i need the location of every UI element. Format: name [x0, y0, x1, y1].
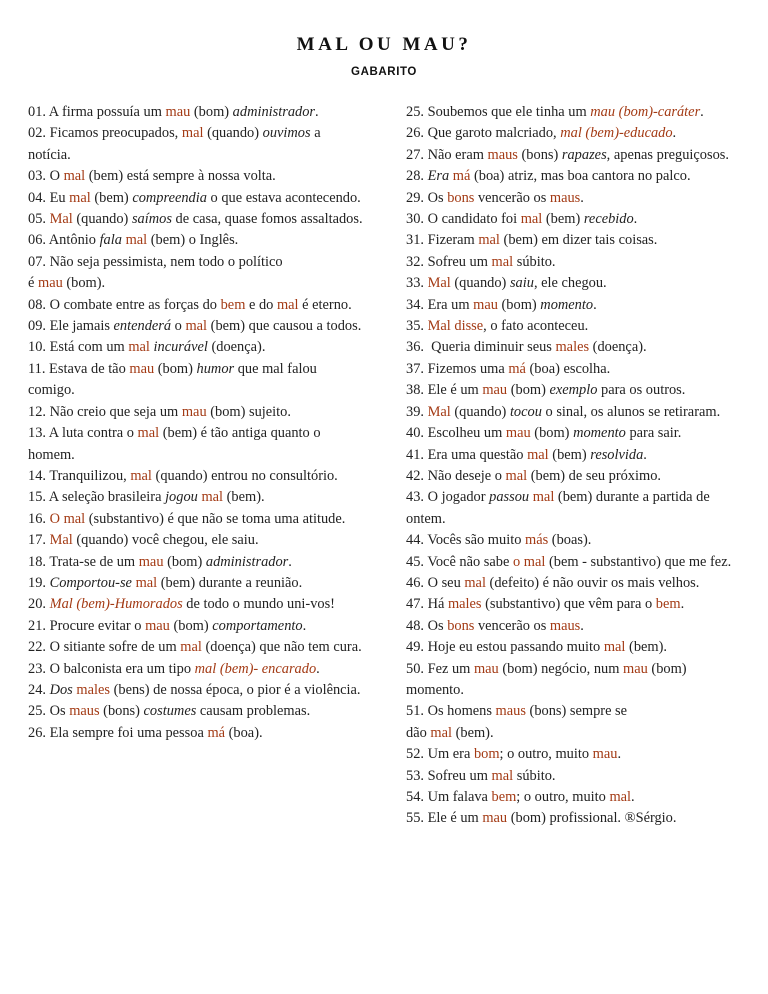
answer-highlight: Mal: [49, 211, 73, 228]
answer-highlight: mal: [491, 767, 514, 784]
answer-text: .: [631, 789, 635, 805]
answer-item: [406, 659, 746, 702]
answer-highlight: má: [452, 168, 471, 185]
answer-highlight: mau: [138, 553, 164, 570]
answer-text: 08. O combate entre as forças do: [28, 296, 221, 313]
answer-highlight: mal: [505, 467, 528, 484]
answer-text: 11. Estava de tão: [28, 360, 130, 377]
answer-text: súbito.: [513, 767, 556, 784]
answer-text: .: [633, 211, 638, 228]
answer-text: 17.: [28, 532, 50, 549]
answer-item: [406, 487, 746, 530]
answer-text: 21. Procure evitar o: [28, 617, 146, 634]
answer-text: (bem): [542, 211, 584, 228]
answer-text: (quando): [450, 403, 510, 420]
answer-item: [28, 359, 366, 402]
answer-item: [406, 166, 746, 187]
answer-highlight: males: [555, 339, 590, 356]
answer-text: 41. Era uma questão: [406, 446, 528, 463]
answer-item: [28, 552, 366, 573]
answer-highlight: mal: [128, 339, 150, 356]
answer-item: [28, 594, 366, 615]
page-title: MAL OU MAU?: [296, 34, 472, 55]
answer-text: 50. Fez um: [406, 660, 474, 677]
answer-text: (quando): [203, 125, 263, 142]
answer-item: [406, 316, 746, 337]
answer-item: [28, 252, 366, 295]
answer-highlight: Mal: [427, 403, 451, 420]
answer-text: 30. O candidato foi: [406, 211, 521, 228]
answer-highlight: O mal: [49, 510, 86, 527]
answer-item: [28, 166, 366, 187]
answer-highlight: mau: [505, 425, 531, 442]
answer-item: [28, 509, 366, 530]
answer-text: (bons): [517, 146, 562, 163]
answer-text: comportamento: [212, 617, 303, 634]
answer-text: (bem) que causou a todos.: [207, 318, 362, 335]
answer-text: 49. Hoje eu estou passando muito: [406, 639, 604, 656]
answer-text: (bom): [497, 296, 541, 313]
answer-text: 31. Fizeram: [406, 232, 479, 249]
answer-text: para sair.: [625, 425, 682, 442]
answer-highlight: mau: [165, 104, 191, 120]
answer-item: [28, 316, 366, 337]
answer-text: (bem): [90, 189, 133, 206]
answer-text: 40. Escolheu um: [406, 425, 506, 442]
answer-text: (substantivo) é que não se toma uma atitude.: [85, 510, 346, 527]
answer-text: exemplo: [549, 382, 598, 399]
answer-text: o sinal, os alunos se retiraram.: [541, 403, 721, 420]
answer-highlight: mal: [130, 467, 152, 484]
answer-item: [28, 637, 366, 658]
answer-text: (bons): [99, 703, 144, 720]
answer-text: (bem) durante a partida de ontem.: [406, 489, 714, 527]
answer-text: (doença) que não tem cura.: [201, 639, 362, 656]
answer-highlight: bem: [491, 789, 517, 805]
answer-highlight: mal: [603, 639, 626, 656]
answer-highlight: mal: [276, 296, 299, 313]
answer-highlight: mau: [181, 403, 207, 420]
answer-text: (bem - substantivo) que me fez.: [545, 553, 732, 570]
answer-text: Dos: [49, 681, 73, 698]
answer-item: [406, 380, 746, 401]
answer-item: [28, 701, 366, 722]
answer-text: momento: [573, 425, 626, 442]
answer-highlight: males: [447, 596, 482, 613]
answer-text: tocou: [509, 403, 542, 420]
answer-text: 02. Ficamos preocupados,: [28, 125, 182, 142]
right-column: [406, 102, 746, 830]
answer-item: [406, 273, 746, 294]
answer-text: , ele chegou.: [533, 275, 607, 292]
answer-text: 18. Trata-se de um: [28, 553, 139, 570]
answer-text: (doença).: [207, 339, 266, 356]
answer-item: [28, 102, 366, 123]
answer-highlight: mal: [520, 211, 543, 228]
answer-text: de casa, quase fomos assaltados.: [171, 211, 363, 228]
answer-text: 23. O balconista era um tipo: [28, 660, 195, 677]
answer-text: 19.: [28, 574, 50, 591]
answer-text: (bem) de seu próximo.: [527, 467, 661, 484]
answer-text: 37. Fizemos uma: [406, 360, 509, 377]
answer-text: 36. Queria diminuir seus: [406, 339, 556, 356]
answer-text: passou: [489, 489, 530, 506]
answer-text: (bem): [548, 446, 591, 463]
answer-text: entenderá: [113, 318, 172, 335]
answer-text: 47. Há: [406, 596, 448, 613]
answer-text: Comportou-se: [49, 574, 132, 591]
answer-text: 09. Ele jamais: [28, 318, 114, 335]
answer-text: 16.: [28, 510, 50, 527]
answer-text: 22. O sitiante sofre de um: [28, 639, 181, 656]
answer-item: [406, 573, 746, 594]
answer-text: (quando): [450, 275, 510, 292]
answer-item: [406, 637, 746, 658]
answer-item: [406, 445, 746, 466]
answer-text: costumes: [143, 703, 197, 720]
answer-highlight: mal: [135, 574, 158, 591]
answer-highlight: males: [76, 681, 110, 698]
answer-item: [28, 123, 366, 166]
answer-text: para os outros.: [597, 382, 686, 399]
answer-highlight: má: [207, 724, 226, 741]
answer-text: 05.: [28, 211, 50, 228]
answer-text: saiu: [509, 275, 534, 292]
answer-text: , apenas preguiçosos.: [606, 146, 729, 163]
answer-text: (bens) de nossa época, o pior é a violência.: [109, 681, 361, 698]
answer-text: saímos: [131, 211, 172, 228]
answer-text: .: [617, 746, 622, 763]
answer-text: ; o outro, muito: [499, 746, 593, 763]
answer-text: (quando) você chegou, ele saiu.: [72, 532, 259, 549]
answer-item: [28, 723, 366, 744]
answer-item: [28, 402, 366, 423]
answer-highlight: bem: [655, 596, 681, 613]
answer-highlight: bons: [447, 617, 475, 634]
answer-text: 03. O: [28, 168, 64, 185]
answer-text: (bem) é tão antiga quanto o homem.: [28, 425, 325, 463]
answer-text: que mal falou comigo.: [28, 360, 321, 399]
answer-item: [28, 188, 366, 209]
answer-highlight: mal: [180, 639, 202, 656]
answer-item: [406, 188, 746, 209]
answer-item: [28, 680, 366, 701]
answer-item: [406, 209, 746, 230]
answer-text: 51. Os homens: [406, 703, 496, 720]
answer-text: (boa) escolha.: [525, 360, 611, 377]
answer-item: [406, 123, 746, 144]
answer-item: [28, 209, 366, 230]
answer-text: jogou: [165, 489, 198, 506]
answer-highlight: mal: [125, 232, 148, 249]
answer-text: (bom) momento.: [406, 660, 691, 698]
answer-text: (substantivo) que vêm para o: [481, 596, 656, 613]
answer-item: [406, 337, 746, 358]
answer-item: [406, 145, 746, 166]
answer-highlight: bom: [473, 746, 500, 763]
answer-item: [28, 659, 366, 680]
answer-item: [406, 744, 746, 765]
answer-text: incurável: [153, 339, 208, 356]
answer-item: [406, 402, 746, 423]
answer-highlight: mal: [69, 189, 91, 206]
answer-text: 24.: [28, 681, 50, 698]
answer-text: (boas).: [548, 532, 592, 549]
answer-highlight: mal: [527, 446, 549, 463]
answer-highlight: mal (bem)-educado: [560, 125, 673, 142]
answer-text: fala: [99, 232, 122, 249]
answer-text: 25. Soubemos que ele tinha um: [406, 104, 591, 120]
answer-item: [406, 230, 746, 251]
answer-text: (bom) profissional. ®Sérgio.: [507, 810, 677, 827]
answer-text: 48. Os: [406, 617, 448, 634]
answer-highlight: Mal: [49, 532, 73, 549]
answer-text: , o fato aconteceu.: [483, 318, 589, 335]
answer-item: [406, 766, 746, 787]
answer-highlight: mal: [201, 489, 224, 506]
answer-text: rapazes: [561, 146, 607, 163]
answer-text: .: [593, 296, 597, 313]
answer-text: (bem).: [625, 639, 667, 656]
answer-text: .: [700, 104, 704, 120]
answer-text: (bom): [507, 382, 550, 399]
answer-text: de todo o mundo uni-vos!: [182, 596, 335, 613]
answer-text: resolvida: [590, 446, 644, 463]
answer-item: [406, 701, 746, 744]
answer-text: (quando) entrou no consultório.: [151, 467, 338, 484]
answer-text: 46. O seu: [406, 574, 465, 591]
answer-highlight: mau: [473, 660, 499, 677]
answer-item: [406, 530, 746, 551]
answer-text: 55. Ele é um: [406, 810, 483, 827]
answer-item: [406, 594, 746, 615]
answer-highlight: mal: [464, 574, 486, 591]
answer-text: 13. A luta contra o: [28, 425, 138, 442]
answer-text: o: [171, 318, 186, 335]
answer-text: (bem) está sempre à nossa volta.: [85, 168, 276, 185]
answer-item: [28, 230, 366, 251]
answer-item: [28, 423, 366, 466]
answer-text: (boa).: [225, 724, 263, 741]
answer-text: 35.: [406, 318, 428, 335]
answer-text: ; o outro, muito: [516, 789, 610, 805]
answer-text: (bem) durante a reunião.: [157, 574, 303, 591]
answer-highlight: má: [508, 360, 526, 377]
answer-text: 01. A firma possuía um: [28, 104, 166, 120]
answer-highlight: maus: [495, 703, 526, 720]
answer-item: [28, 295, 366, 316]
answer-item: [28, 573, 366, 594]
answer-item: [406, 466, 746, 487]
answer-text: 14. Tranquilizou,: [28, 467, 131, 484]
answer-highlight: Mal (bem)-Humorados: [49, 596, 183, 613]
answer-item: [28, 530, 366, 551]
answer-item: [406, 295, 746, 316]
answer-highlight: mal (bem)- encarado: [194, 660, 317, 677]
answer-text: 33.: [406, 275, 428, 292]
answer-text: 25. Os: [28, 703, 70, 720]
answer-text: 43. O jogador: [406, 489, 490, 506]
answer-text: é eterno.: [298, 296, 352, 313]
answer-text: (bom) negócio, num: [498, 660, 624, 677]
answer-text: (bom): [163, 553, 206, 570]
answer-item: [406, 252, 746, 273]
answer-text: administrador: [205, 553, 289, 570]
answer-highlight: mal: [491, 253, 514, 270]
answer-highlight: maus: [549, 189, 581, 206]
answer-highlight: bem: [220, 296, 246, 313]
answer-text: Era: [427, 168, 450, 185]
answer-text: súbito.: [513, 253, 556, 270]
answer-text: 06. Antônio: [28, 232, 100, 249]
answer-item: [406, 423, 746, 444]
answer-text: vencerão os: [474, 189, 550, 206]
answer-text: (bem) em dizer tais coisas.: [499, 232, 658, 249]
answer-highlight: mal: [181, 125, 204, 142]
answer-text: (bem) o Inglês.: [147, 232, 239, 249]
answer-highlight: Mal disse: [427, 318, 484, 335]
answer-text: (bom): [169, 617, 213, 634]
answer-item: [406, 359, 746, 380]
answer-text: (bom): [190, 104, 233, 120]
answer-text: .: [302, 617, 307, 634]
answer-text: 44. Vocês são muito: [406, 532, 525, 549]
left-column: [28, 102, 366, 744]
answer-text: .: [643, 446, 647, 463]
answer-text: (bons) sempre se dão: [406, 703, 628, 741]
answer-text: (boa) atriz, mas boa cantora no palco.: [470, 168, 691, 185]
answer-highlight: mau: [473, 296, 498, 313]
answer-text: 07. Não seja pessimista, nem todo o político é: [28, 253, 283, 292]
answer-highlight: mau: [129, 360, 155, 377]
answer-text: e do: [245, 296, 277, 313]
answer-highlight: más: [525, 532, 549, 549]
answer-item: [406, 102, 746, 123]
answer-highlight: mau: [482, 810, 508, 827]
answer-text: compreendia: [132, 189, 207, 206]
answer-text: 15. A seleção brasileira: [28, 489, 166, 506]
answer-text: (doença).: [589, 339, 647, 356]
answer-highlight: mau (bom)-caráter: [590, 104, 701, 120]
answer-item: [406, 808, 746, 829]
answer-text: 34. Era um: [406, 296, 474, 313]
answer-highlight: mal: [478, 232, 500, 249]
answer-text: 04. Eu: [28, 189, 70, 206]
answer-text: (bom): [530, 425, 574, 442]
answer-text: 26. Que garoto malcriado,: [406, 125, 561, 142]
answer-text: momento: [540, 296, 594, 313]
answer-text: 12. Não creio que seja um: [28, 403, 182, 420]
answer-highlight: mau: [482, 382, 508, 399]
page-subtitle: GABARITO: [351, 66, 417, 78]
answer-text: causam problemas.: [196, 703, 311, 720]
answer-highlight: mau: [623, 660, 648, 677]
answer-text: (bom) sujeito.: [206, 403, 291, 420]
answer-item: [406, 787, 746, 808]
answer-text: (bom).: [62, 275, 106, 292]
answer-text: 39.: [406, 403, 428, 420]
answer-text: .: [672, 125, 677, 142]
answer-text: .: [580, 617, 584, 634]
answer-item: [28, 487, 366, 508]
answer-text: (quando): [72, 211, 132, 228]
answer-text: o que estava acontecendo.: [206, 189, 361, 206]
answer-highlight: bons: [447, 189, 475, 206]
answer-highlight: Mal: [427, 275, 451, 292]
answer-text: .: [680, 596, 685, 613]
answer-highlight: mal: [63, 168, 86, 185]
answer-text: administrador: [232, 104, 316, 120]
answer-highlight: mau: [145, 617, 170, 634]
answer-highlight: mau: [592, 746, 618, 763]
answer-text: 26. Ela sempre foi uma pessoa: [28, 724, 208, 741]
answer-item: [406, 616, 746, 637]
answer-text: ouvimos: [262, 125, 311, 142]
answer-item: [28, 337, 366, 358]
answer-highlight: maus: [69, 703, 100, 720]
answer-highlight: mal: [532, 489, 555, 506]
answer-highlight: maus: [549, 617, 581, 634]
answer-text: 10. Está com um: [28, 339, 129, 356]
answer-text: (defeito) é não ouvir os mais velhos.: [485, 574, 700, 591]
answer-highlight: o mal: [512, 553, 546, 570]
answer-text: .: [316, 660, 320, 677]
answer-text: 52. Um era: [406, 746, 474, 763]
answer-text: (bom): [154, 360, 197, 377]
answer-text: 27. Não eram: [406, 146, 488, 163]
answer-text: humor: [196, 360, 235, 377]
answer-text: 28.: [406, 168, 428, 185]
answer-text: 20.: [28, 596, 50, 613]
answer-item: [406, 552, 746, 573]
answer-text: 29. Os: [406, 189, 448, 206]
answer-text: (bem).: [451, 724, 494, 741]
answer-highlight: mal: [609, 789, 632, 805]
answer-text: .: [288, 553, 292, 570]
answer-highlight: mal: [185, 318, 208, 335]
answer-text: vencerão os: [474, 617, 550, 634]
answer-text: .: [580, 189, 584, 206]
answer-highlight: maus: [487, 146, 518, 163]
answer-text: 54. Um falava: [406, 789, 492, 805]
answer-text: recebido: [583, 211, 634, 228]
answer-text: 42. Não deseje o: [406, 467, 506, 484]
answer-item: [28, 466, 366, 487]
answer-highlight: mal: [430, 724, 452, 741]
answer-text: 53. Sofreu um: [406, 767, 492, 784]
answer-text: a notícia.: [28, 125, 325, 163]
answer-text: (bem).: [223, 489, 265, 506]
answer-text: 38. Ele é um: [406, 382, 483, 399]
answer-item: [28, 616, 366, 637]
answer-text: 32. Sofreu um: [406, 253, 492, 270]
answer-highlight: mal: [137, 425, 160, 442]
answer-highlight: mau: [38, 275, 63, 292]
answer-text: .: [315, 104, 319, 120]
answer-text: 45. Você não sabe: [406, 553, 513, 570]
